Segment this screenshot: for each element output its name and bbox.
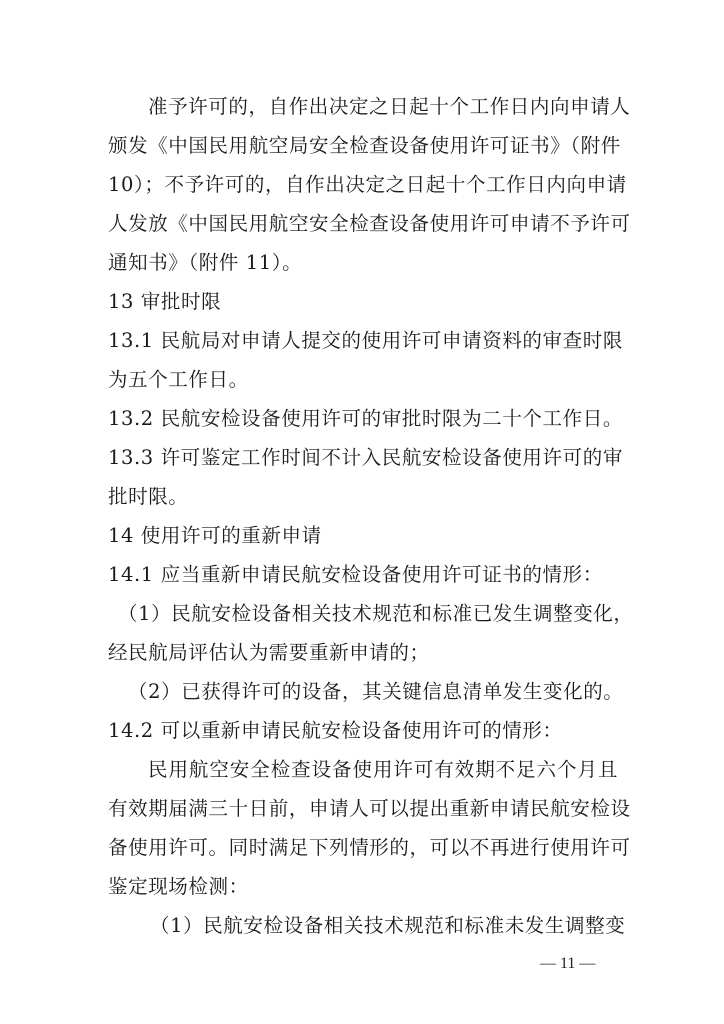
list-item-line: （1）民航安检设备相关技术规范和标准未发生调整变 <box>150 914 626 937</box>
list-item-line: （2）已获得许可的设备，其关键信息清单发生变化的。 <box>128 680 624 703</box>
paragraph-line: 14.1 应当重新申请民航安检设备使用许可证书的情形： <box>108 563 603 586</box>
page-number: — 11 — <box>540 955 596 972</box>
paragraph-line: 经民航局评估认为需要重新申请的； <box>108 641 430 664</box>
paragraph-line: 颁发《中国民用航空局安全检查设备使用许可证书》（附件 <box>108 134 621 157</box>
section-heading: 14 使用许可的重新申请 <box>108 524 322 547</box>
paragraph-line: 13.1 民航局对申请人提交的使用许可申请资料的审查时限 <box>108 329 623 352</box>
section-heading: 13 审批时限 <box>108 290 222 313</box>
paragraph-line: 13.2 民航安检设备使用许可的审批时限为二十个工作日。 <box>108 407 623 430</box>
paragraph-line: 13.3 许可鉴定工作时间不计入民航安检设备使用许可的审 <box>108 446 623 469</box>
paragraph-line: 准予许可的，自作出决定之日起十个工作日内向申请人 <box>148 95 631 118</box>
paragraph-line: 10）；不予许可的，自作出决定之日起十个工作日内向申请 <box>108 173 627 196</box>
paragraph-line: 鉴定现场检测： <box>108 875 249 898</box>
list-item-line: （1）民航安检设备相关技术规范和标准已发生调整变化， <box>118 602 634 625</box>
paragraph-line: 通知书》（附件 11）。 <box>108 251 303 274</box>
paragraph-line: 民用航空安全检查设备使用许可有效期不足六个月且 <box>148 758 618 781</box>
paragraph-line: 为五个工作日。 <box>108 368 249 391</box>
paragraph-line: 14.2 可以重新申请民航安检设备使用许可的情形： <box>108 719 563 742</box>
paragraph-line: 备使用许可。同时满足下列情形的，可以不再进行使用许可 <box>108 836 631 859</box>
paragraph-line: 批时限。 <box>108 485 189 508</box>
paragraph-line: 人发放《中国民用航空安全检查设备使用许可申请不予许可 <box>108 212 631 235</box>
paragraph-line: 有效期届满三十日前，申请人可以提出重新申请民航安检设 <box>108 797 631 820</box>
